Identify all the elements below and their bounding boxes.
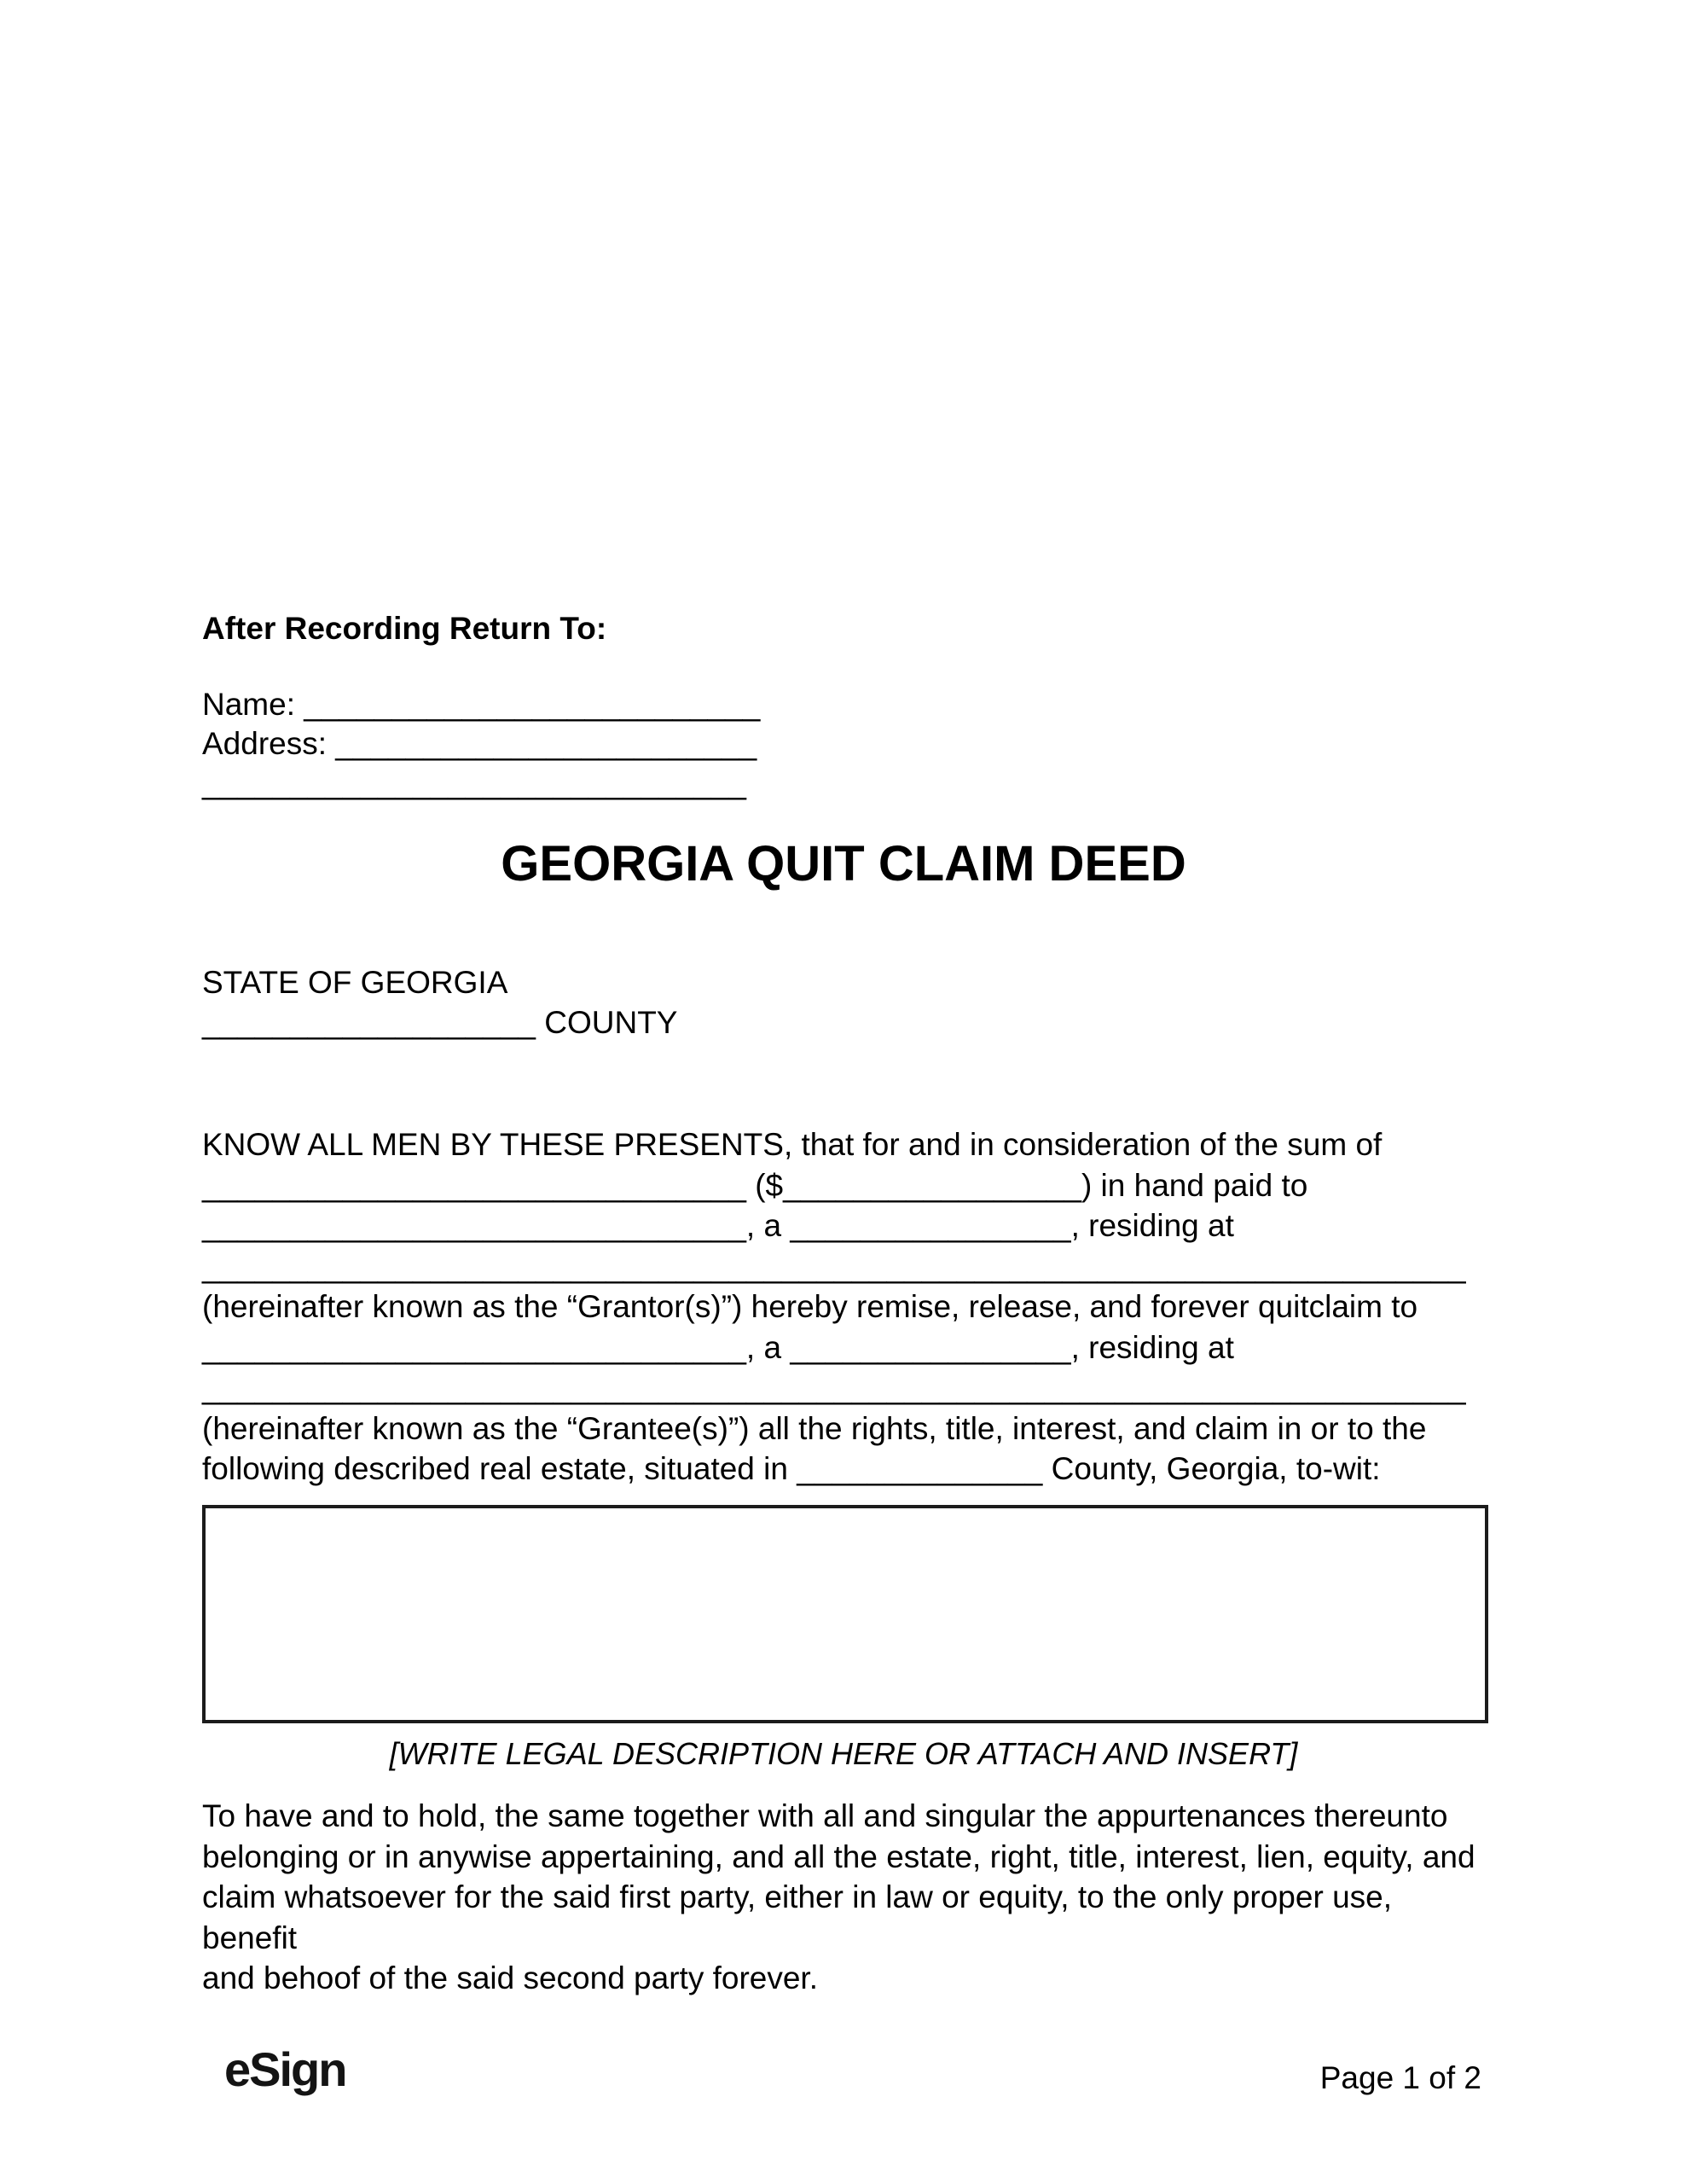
- state-of-georgia-line: STATE OF GEORGIA: [202, 965, 508, 1000]
- granting-paragraph: [202, 1124, 1485, 1490]
- esign-logo: eSign: [224, 2042, 346, 2096]
- grantor-sep-text: , a: [745, 1208, 791, 1243]
- county-blank[interactable]: ___________________: [202, 1005, 536, 1040]
- county-suffix: COUNTY: [535, 1005, 678, 1040]
- document-title: GEORGIA QUIT CLAIM DEED: [501, 836, 1186, 892]
- consideration-line: [202, 1165, 1485, 1206]
- grantor-name-blank[interactable]: _______________________________: [202, 1208, 746, 1243]
- consideration-words-blank[interactable]: _______________________________: [202, 1167, 746, 1203]
- situated-county-blank[interactable]: ______________: [797, 1451, 1043, 1486]
- grantor-address-blank-line[interactable]: ________________________________________________________________________: [202, 1248, 1466, 1284]
- grantor-name-line: [202, 1205, 1485, 1246]
- grantee-name-blank[interactable]: _______________________________: [202, 1329, 746, 1365]
- grantee-name-line: [202, 1327, 1485, 1368]
- grantee-clause-line: (hereinafter known as the “Grantee(s)”) all the rights, title, interest, and claim in or to the: [202, 1410, 1427, 1446]
- know-all-men-line: KNOW ALL MEN BY THESE PRESENTS, that for and in consideration of the sum of: [202, 1127, 1383, 1162]
- page-indicator: Page 1 of 2: [1319, 2060, 1481, 2095]
- return-address-block: [202, 685, 1485, 803]
- grantee-sep-text: , a: [745, 1329, 791, 1365]
- grantee-end-text: , residing at: [1070, 1329, 1234, 1365]
- county-row: [202, 1002, 1485, 1043]
- consideration-open-text: ($: [745, 1167, 784, 1203]
- return-address-blank[interactable]: ________________________: [335, 726, 757, 761]
- consideration-amount-blank[interactable]: _________________: [783, 1167, 1081, 1203]
- grantor-end-text: , residing at: [1070, 1208, 1234, 1243]
- legal-description-box[interactable]: [202, 1505, 1488, 1723]
- legal-description-caption: [WRITE LEGAL DESCRIPTION HERE OR ATTACH AND INSERT]: [389, 1736, 1298, 1771]
- habendum-line-2: belonging or in anywise appertaining, and all the estate, right, title, interest, lien, equity, and: [202, 1838, 1475, 1874]
- habendum-paragraph: [202, 1796, 1485, 1999]
- situated-line: [202, 1449, 1485, 1490]
- return-address-label: Address:: [202, 726, 336, 761]
- grantor-clause-line: (hereinafter known as the “Grantor(s)”) hereby remise, release, and forever quitclaim to: [202, 1289, 1418, 1324]
- habendum-line-3: claim whatsoever for the said first party, either in law or equity, to the only proper use, benefit: [202, 1879, 1401, 1955]
- grantee-type-blank[interactable]: ________________: [790, 1329, 1071, 1365]
- jurisdiction-block: [202, 962, 1485, 1043]
- habendum-line-1: To have and to hold, the same together with all and singular the appurtenances thereunto: [202, 1798, 1448, 1833]
- habendum-line-4: and behoof of the said second party forever.: [202, 1960, 818, 1995]
- return-address-overflow-blank[interactable]: _______________________________: [202, 765, 746, 800]
- grantee-address-blank-line[interactable]: ________________________________________________________________________: [202, 1370, 1466, 1405]
- situated-end-text: County, Georgia, to-wit:: [1042, 1451, 1381, 1486]
- after-recording-heading: After Recording Return To:: [202, 611, 607, 646]
- consideration-end-text: ) in hand paid to: [1081, 1167, 1308, 1203]
- return-address-row: [202, 724, 1485, 764]
- return-name-blank[interactable]: __________________________: [304, 687, 761, 722]
- grantor-type-blank[interactable]: ________________: [790, 1208, 1071, 1243]
- return-name-row: [202, 685, 1485, 724]
- return-name-label: Name:: [202, 687, 304, 722]
- situated-start-text: following described real estate, situated in: [202, 1451, 797, 1486]
